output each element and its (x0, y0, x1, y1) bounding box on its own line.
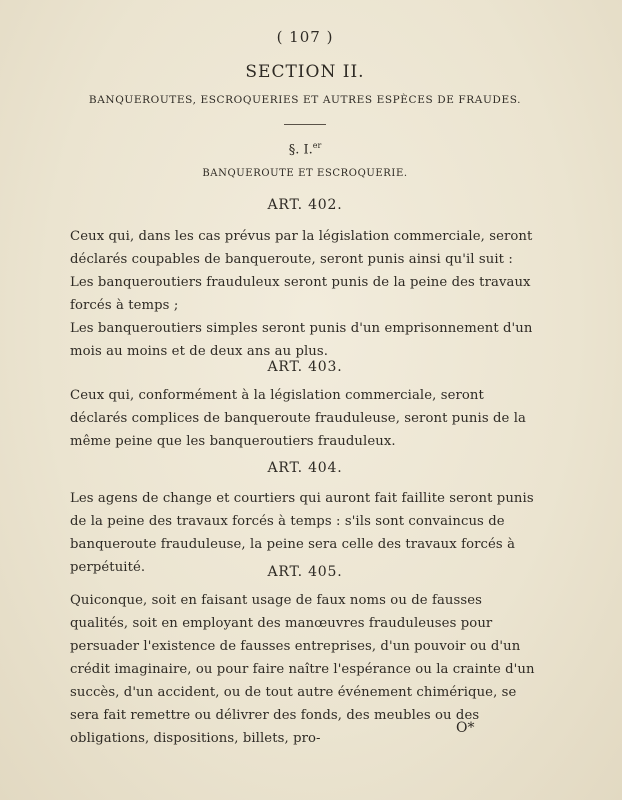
page-number: ( 107 ) (276, 28, 334, 46)
paragraph-mark-sup: er (312, 141, 322, 150)
article-402-body (70, 225, 540, 363)
section-title: SECTION II. (245, 62, 365, 82)
section-subtitle: BANQUEROUTES, ESCROQUERIES ET AUTRES ESPÈCES DE FRAUDES. (88, 94, 522, 106)
article-403-paragraph-1: Ceux qui, conformément à la législation commerciale, seront déclarés complices de banqueroute frauduleuse, seront punis de la même peine que les banqueroutiers frauduleux. (70, 388, 527, 449)
paragraph-mark (70, 141, 540, 157)
article-404-paragraph-1: Les agens de change et courtiers qui auront fait faillite seront punis de la peine des travaux forcés à temps : s'ils sont convaincus de banqueroute frauduleuse, la peine sera celle des travaux forcés à perpétuité. (70, 491, 534, 575)
article-402-paragraph-2: Les banqueroutiers frauduleux seront punis de la peine des travaux forcés à temps ; (70, 275, 531, 313)
article-402-paragraph-1: Ceux qui, dans les cas prévus par la législation commerciale, seront déclarés coupables de banqueroute, seront punis ainsi qu'il suit : (70, 229, 533, 267)
article-404-heading: ART. 404. (267, 460, 343, 476)
article-403-body (70, 384, 540, 453)
article-403-heading: ART. 403. (267, 359, 343, 375)
article-405-paragraph-1: Quiconque, soit en faisant usage de faux noms ou de fausses qualités, soit en employant des manœuvres frauduleuses pour persuader l'existence de fausses entreprises, d'un pouvoir ou d'un crédit imaginaire, ou pour faire naître l'espérance ou la crainte d'un succès, d'un accident, ou de tout autre événement chimérique, se sera fait remettre ou délivrer des fonds, des meubles ou des obligations, dispositions, billets, pro- (70, 593, 535, 746)
signature-mark: O* (456, 720, 475, 736)
paragraph-mark-text: §. I. (288, 142, 313, 158)
article-402-paragraph-3: Les banqueroutiers simples seront punis d'un emprisonnement d'un mois au moins et de deux ans au plus. (70, 321, 533, 359)
section-divider (284, 124, 326, 125)
article-402-heading: ART. 402. (267, 197, 343, 213)
paragraph-title: BANQUEROUTE ET ESCROQUERIE. (202, 168, 408, 179)
article-405-heading: ART. 405. (267, 564, 343, 580)
